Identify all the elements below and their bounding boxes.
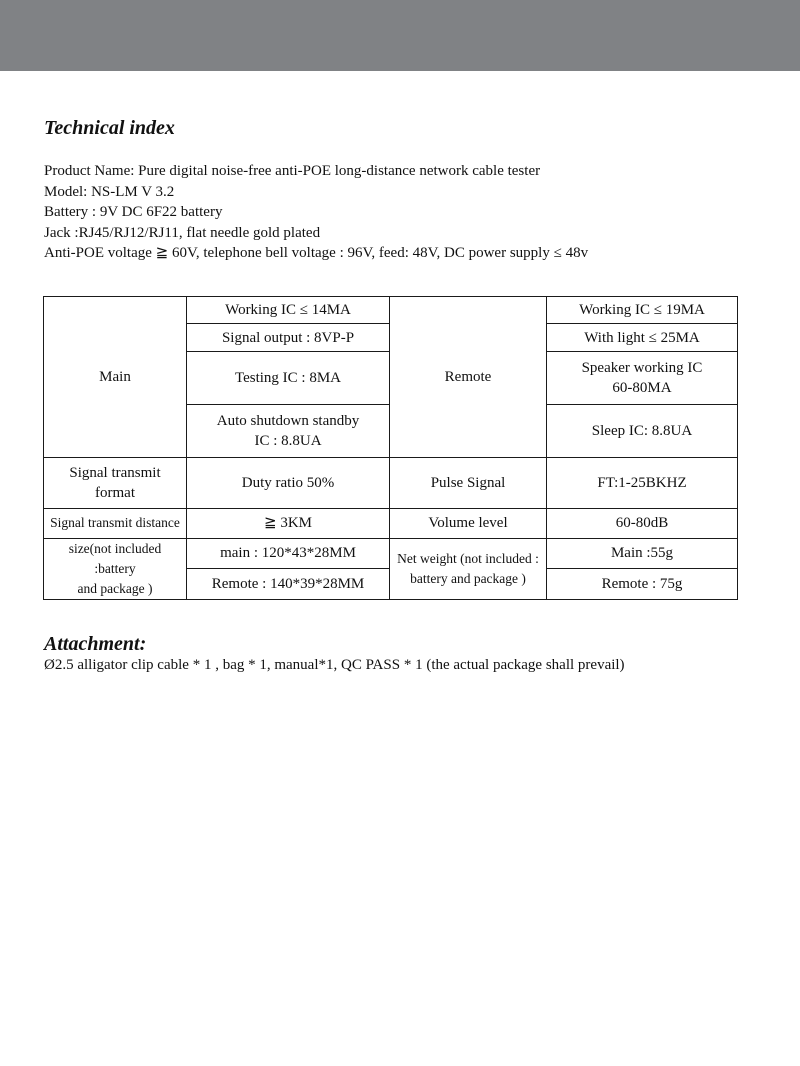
size-label: size(not included :battery and package ) [68,540,162,596]
weight-remote-cell [547,569,738,600]
main-signal-output-cell [187,324,390,352]
signal-format-value-cell [187,458,390,509]
pulse-value: FT:1-25BKHZ [597,475,687,492]
main-testing-ic-cell [187,352,390,404]
signal-format-label-cell [44,458,187,509]
attachment-title: Attachment: [44,633,147,655]
pulse-value-cell [547,458,738,509]
weight-main-cell [547,538,738,569]
remote-with-light-cell [547,324,738,352]
technical-index-title: Technical index [44,117,175,139]
remote-working-ic: Working IC ≤ 19MA [579,302,705,319]
volume-label: Volume level [428,515,508,532]
remote-working-ic-cell [547,297,738,324]
distance-label-cell [44,509,187,538]
volume-value-cell [547,509,738,538]
spec-table [43,296,738,600]
spec-anti-poe: Anti-POE voltage ≧ 60V, telephone bell voltage : 96V, feed: 48V, DC power supply ≤ 48v [44,245,589,261]
weight-main: Main :55g [610,545,674,562]
weight-label-cell [390,538,547,599]
pulse-label: Pulse Signal [430,475,506,492]
spec-battery: Battery : 9V DC 6F22 battery [44,204,223,220]
header-band [0,0,800,71]
volume-value: 60-80dB [615,515,669,532]
remote-sleep: Sleep IC: 8.8UA [591,422,693,439]
main-signal-output: Signal output : 8VP-P [221,329,355,346]
spec-model: Model: NS-LM V 3.2 [44,183,175,200]
signal-format-label: Signal transmit format [69,465,161,502]
spec-jack: Jack :RJ45/RJ12/RJ11, flat needle gold plated [44,224,321,241]
size-label-cell [44,538,187,599]
remote-sleep-cell [547,404,738,457]
size-remote-cell [187,569,390,600]
distance-label: Signal transmit distance [50,515,180,531]
main-working-ic: Working IC ≤ 14MA [225,302,351,319]
distance-value: ≧ 3KM [264,515,312,532]
main-label-cell [44,297,187,458]
remote-speaker-cell [547,352,738,404]
weight-label: Net weight (not included : battery and package ) [397,550,539,586]
main-label: Main [99,369,131,386]
distance-value-cell [187,509,390,538]
volume-label-cell [390,509,547,538]
remote-label-cell [390,297,547,458]
main-working-ic-cell [187,297,390,324]
main-auto-shutdown: Auto shutdown standby IC : 8.8UA [216,412,360,449]
main-auto-shutdown-cell [187,404,390,457]
pulse-label-cell [390,458,547,509]
size-main: main : 120*43*28MM [220,545,356,562]
size-remote: Remote : 140*39*28MM [211,576,365,593]
remote-with-light: With light ≤ 25MA [584,329,700,346]
main-testing-ic: Testing IC : 8MA [234,370,342,387]
weight-remote: Remote : 75g [601,576,683,593]
spec-product-name: Product Name: Pure digital noise-free anti-POE long-distance network cable tester [44,163,541,179]
remote-speaker: Speaker working IC 60-80MA [581,360,703,397]
attachment-text: Ø2.5 alligator clip cable * 1 , bag * 1, manual*1, QC PASS * 1 (the actual package shall prevail) [44,657,625,673]
size-main-cell [187,538,390,569]
spec-list [44,161,588,264]
remote-label: Remote [444,369,492,386]
signal-format-value: Duty ratio 50% [241,475,335,492]
